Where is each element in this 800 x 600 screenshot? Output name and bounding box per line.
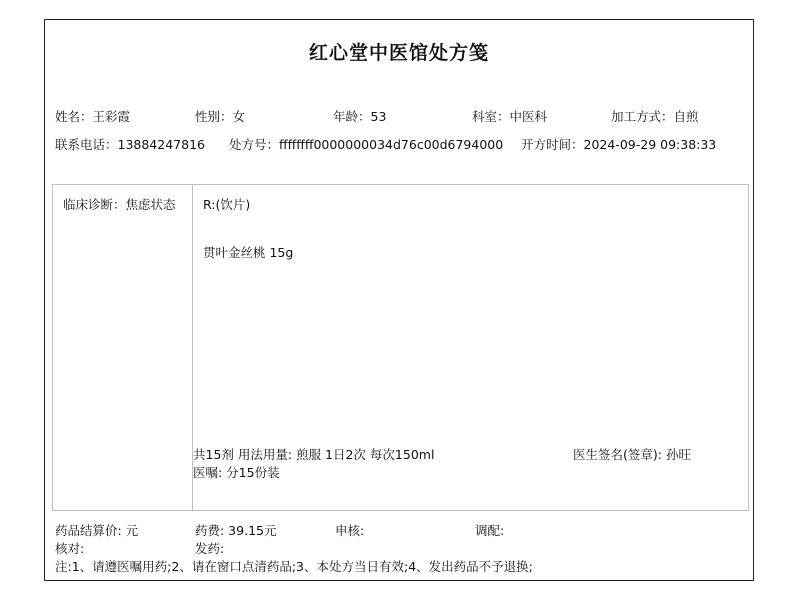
issue-field: 发药: <box>195 541 225 556</box>
prescription-box <box>52 184 749 511</box>
footer-notes: 注:1、请遵医嘱用药;2、请在窗口点清药品;3、本处方当日有效;4、发出药品不予退换; <box>55 559 533 574</box>
rx-header: R:(饮片) <box>203 197 251 212</box>
drug-settlement-price: 药品结算价: 元 <box>55 523 139 538</box>
medicine-item: 贯叶金丝桃 15g <box>203 245 294 260</box>
clinical-diagnosis: 临床诊断：焦虑状态 <box>63 197 176 212</box>
review-field: 申核: <box>335 523 365 538</box>
processing-method: 加工方式：自煎 <box>611 109 699 124</box>
prescription-time: 开方时间：2024-09-29 09:38:33 <box>521 137 717 152</box>
patient-department: 科室：中医科 <box>472 109 548 124</box>
page-title: 红心堂中医馆处方笺 <box>308 42 489 64</box>
prescription-number: 处方号：ffffffff0000000034d76c00d6794000 <box>229 137 504 152</box>
dispense-field: 调配: <box>475 523 505 538</box>
doctor-signature: 医生签名(签章): 孙旺 <box>573 447 691 462</box>
patient-age: 年龄：53 <box>333 109 387 124</box>
check-field: 核对: <box>55 541 85 556</box>
patient-name: 姓名：王彩霞 <box>55 109 131 124</box>
usage-dosage: 共15剂 用法用量: 煎服 1日2次 每次150ml <box>193 447 435 462</box>
patient-gender: 性别：女 <box>195 109 246 124</box>
patient-phone: 联系电话：13884247816 <box>55 137 205 152</box>
prescription-sheet <box>44 19 754 581</box>
drug-fee: 药费: 39.15元 <box>195 523 277 538</box>
doctor-advice: 医嘱: 分15份装 <box>193 465 280 480</box>
